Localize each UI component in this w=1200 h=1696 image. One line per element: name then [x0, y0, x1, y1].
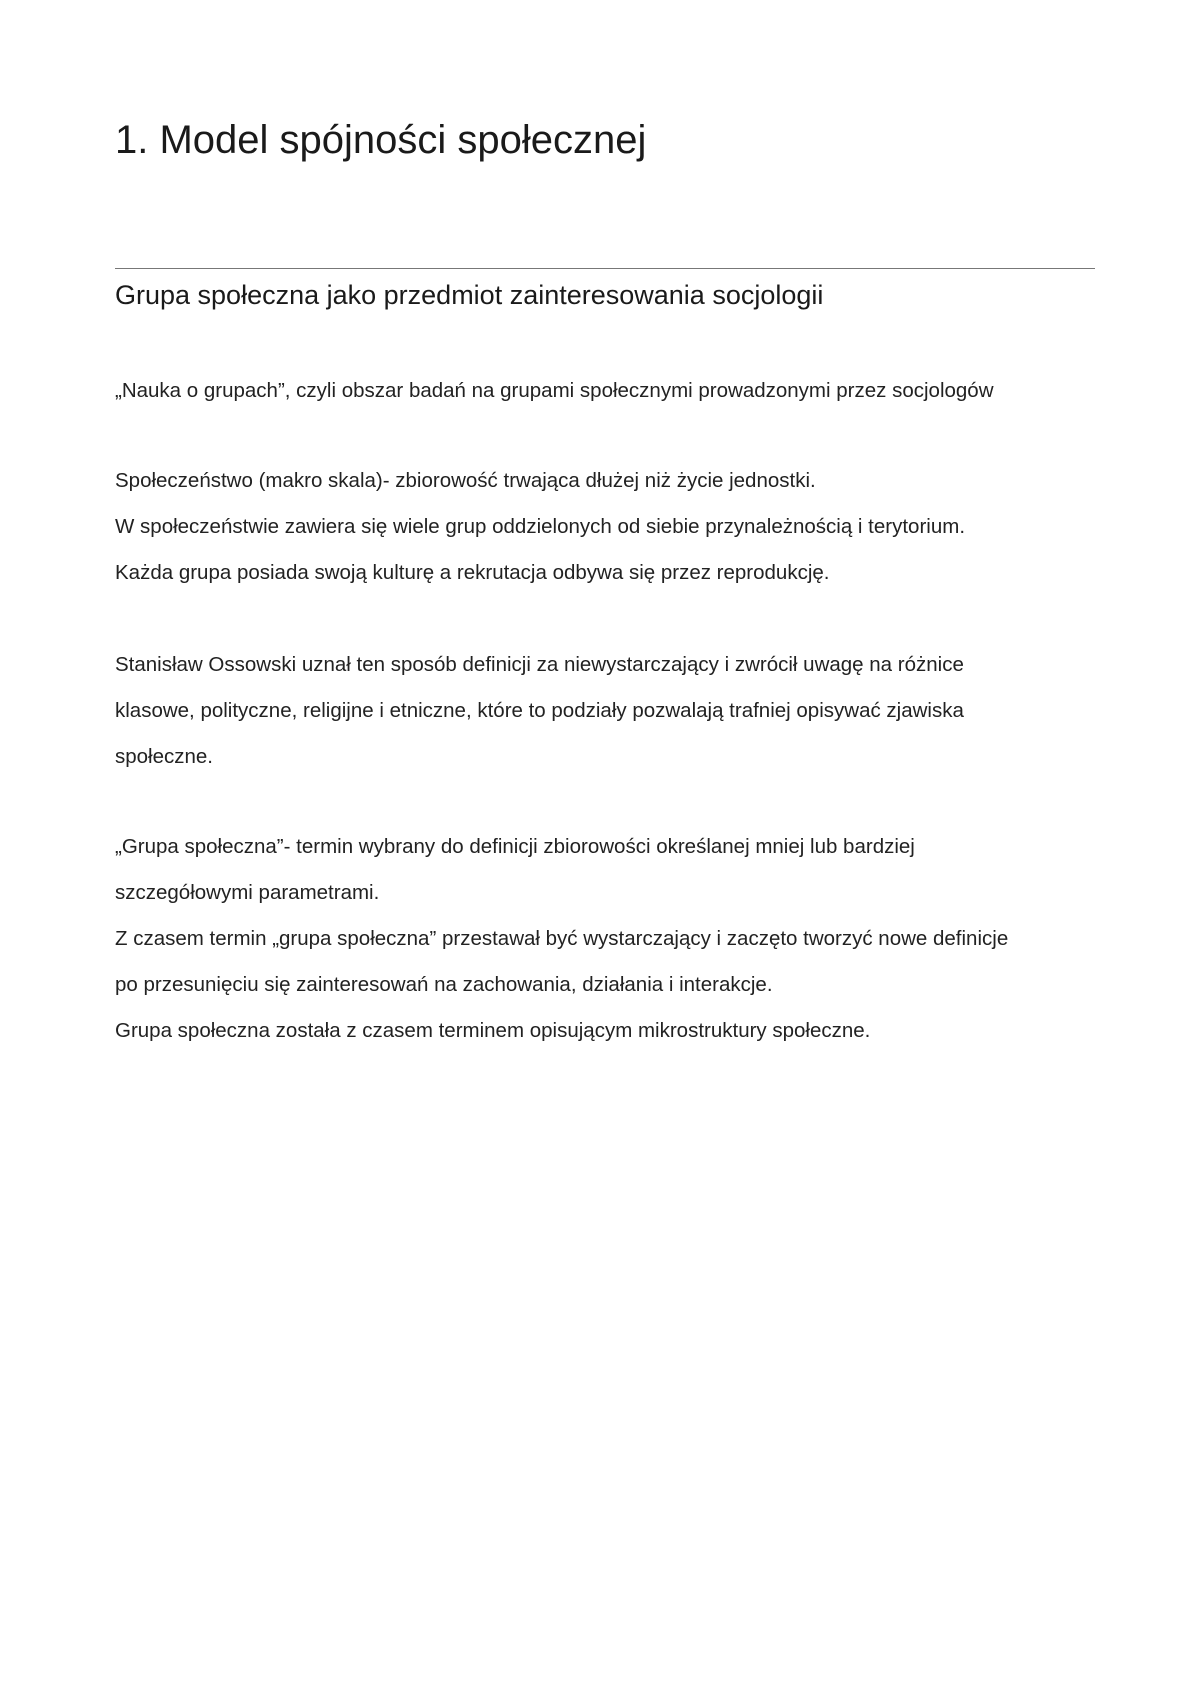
section-heading: Grupa społeczna jako przedmiot zainteresowania socjologii — [115, 280, 824, 310]
paragraph-line: „Grupa społeczna”- termin wybrany do definicji zbiorowości określanej mniej lub bardziej — [115, 835, 915, 858]
paragraph-line: szczegółowymi parametrami. — [115, 881, 380, 904]
paragraph-line: Stanisław Ossowski uznał ten sposób definicji za niewystarczający i zwrócił uwagę na różnice — [115, 653, 964, 676]
paragraph-line: Grupa społeczna została z czasem terminem opisującym mikrostruktury społeczne. — [115, 1019, 871, 1042]
section-divider — [115, 268, 1095, 269]
paragraph-line: W społeczeństwie zawiera się wiele grup oddzielonych od siebie przynależnością i terytorium. — [115, 515, 966, 538]
paragraph-line: społeczne. — [115, 745, 214, 768]
paragraph-line: klasowe, polityczne, religijne i etniczne, które to podziały pozwalają trafniej opisywać zjawiska — [115, 699, 964, 722]
paragraph-line: Z czasem termin „grupa społeczna” przestawał być wystarczający i zaczęto tworzyć nowe definicje — [115, 927, 1009, 950]
document-title: 1. Model spójności społecznej — [115, 118, 647, 162]
paragraph-line: „Nauka o grupach”, czyli obszar badań na grupami społecznymi prowadzonymi przez socjologów — [115, 379, 994, 402]
paragraph-line: Społeczeństwo (makro skala)- zbiorowość trwająca dłużej niż życie jednostki. — [115, 469, 816, 492]
paragraph-line: Każda grupa posiada swoją kulturę a rekrutacja odbywa się przez reprodukcję. — [115, 561, 830, 584]
paragraph-line: po przesunięciu się zainteresowań na zachowania, działania i interakcje. — [115, 973, 773, 996]
